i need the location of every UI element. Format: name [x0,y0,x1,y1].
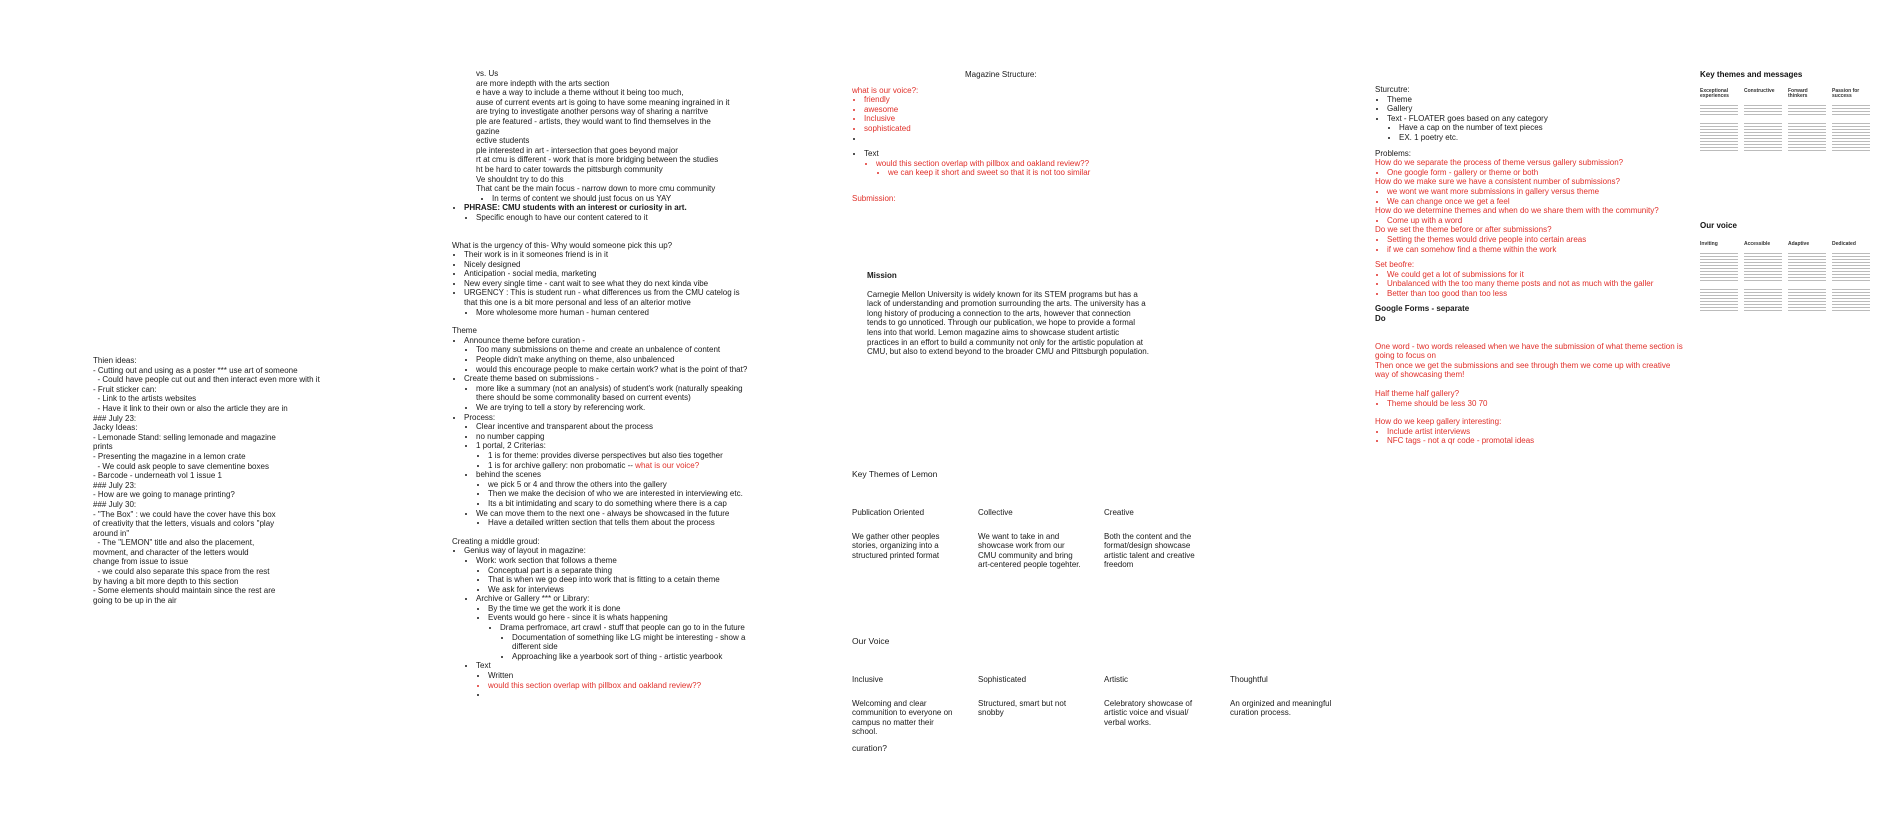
voice-grid [852,675,1336,737]
note-line: ple interested in art - intersection that goes beyond major [476,145,678,155]
list-item: • Documentation of something like LG might be interesting - show a different side [512,633,752,652]
note-line: ective students [476,136,530,146]
list-item: • Theme [1387,95,1685,105]
middle-ground-heading: Creating a middle groud: [452,536,540,546]
note-line: by having a bit more depth to this section [93,576,239,586]
key-themes-slide-thumbnail [1700,72,1882,311]
list-item: • 1 is for theme: provides diverse perspectives but also ties together [488,451,752,461]
list-item: • would this encourage people to make certain work? what is the point of that? [476,365,752,375]
voice-card-title: Sophisticated [978,675,1027,684]
note-line: - Presenting the magazine in a lemon crate [93,451,246,461]
note-line: ### July 23: [93,413,137,423]
note-line: movment, and character of the letters would [93,547,249,557]
note-line: change from issue to issue [93,557,189,567]
list-item: • would this section overlap with pillbox and oakland review?? [876,159,1172,169]
note-line: of creativity that the letters, visuals and colors "play [93,519,275,529]
list-item: • Specific enough to have our content catered to it [476,213,752,223]
note-line: - Link to the artists websites [93,394,197,404]
voice-card [1104,675,1210,737]
slide-title: Key themes and messages [1700,70,1803,79]
note-line: are trying to investigate another persons way of sharing a narritve [476,107,709,117]
list-item: • More wholesome more human - human centered [476,308,752,318]
structure-heading: Sturcutre: [1375,85,1410,94]
list-item: • People didn't make anything on theme, also unbalenced [476,355,752,365]
key-themes-grid [852,508,1210,570]
list-item: • we pick 5 or 4 and throw the others into the gallery [488,480,752,490]
list-item: • EX. 1 poetry etc. [1399,133,1685,143]
list-item: • URGENCY : This is student run - what differences us from the CMU catelog is that this one is a bit more personal and less of an alterior motive [464,288,752,307]
list-item [864,134,1172,144]
note-line: ### July 30: [93,499,137,509]
list-item: • Text [864,149,1172,159]
voice-heading: Our Voice [852,636,890,646]
list-item: • Their work is in it someones friend is in it [464,250,752,260]
list-item [488,461,752,471]
theme-card [1104,508,1210,570]
slide-voice-title-item: Accessible [1744,241,1771,247]
note-line: ple are featured - artists, they would want to find themselves in the [476,116,711,126]
list-item: • Theme should be less 30 70 [1387,399,1685,409]
list-item: • Inclusive [864,114,1172,124]
note-line: are more indepth with the arts section [476,78,610,88]
theme-card-text: We want to take in and showcase work from our CMU community and bring art-centered people togehter. [978,531,1081,570]
list-item: • Work: work section that follows a theme [476,556,752,566]
theme-card-title: Creative [1104,508,1134,517]
list-item: • Genius way of layout in magazine: [464,546,752,556]
list-item: • Create theme based on submissions - [464,374,752,384]
criteria-text: 1 is for archive gallery: non probomatic -- [488,460,636,470]
note-line: - we could also separate this space from the rest [93,567,270,577]
note-line: - Lemonade Stand: selling lemonade and magazine [93,432,276,442]
list-item: • That is when we go deep into work that is fitting to a cetain theme [488,575,752,585]
then-note: Then once we get the submissions and see through them we come up with creative way of showcasing them! [1375,360,1671,380]
problem-question: How do we separate the process of theme versus gallery submission? [1375,158,1624,168]
curation-question: curation? [852,743,887,753]
list-item: • One google form - gallery or theme or both [1387,168,1685,178]
magazine-structure-column [852,70,1172,204]
voice-card-title: Inclusive [852,675,884,684]
list-item: • Better than too good than too less [1387,289,1685,299]
list-item: • We can move them to the next one - always be showcased in the future [476,509,752,519]
list-item: • we can keep it short and sweet so that it is not too similar [888,168,1172,178]
note-line: That cant be the main focus - narrow down to more cmu community [476,184,716,194]
voice-card [1230,675,1336,737]
list-item: • Have a detailed written section that tells them about the process [488,518,752,528]
slide-column-title: Forward thinkers [1788,88,1808,99]
note-line: ause of current events art is going to have some meaning ingrained in it [476,97,730,107]
note-line: Ve shouldnt try to do this [476,174,564,184]
note-line: - "The Box" : we could have the cover have this box [93,509,276,519]
list-item: • Its a bit intimidating and scary to do something where there is a cap [488,499,752,509]
list-item: • Unbalanced with the too many theme posts and not as much with the galler [1387,279,1685,289]
theme-heading: Theme [452,326,477,336]
do-note: Do [1375,314,1386,324]
list-item: • Setting the themes would drive people into certain areas [1387,235,1685,245]
list-item: • Then we make the decision of who we are interested in interviewing etc. [488,489,752,499]
list-item: • Events would go here - since it is whats happening [488,613,752,623]
slide-voice-title-item: Adaptive [1788,241,1810,247]
phrase-statement: • PHRASE: CMU students with an interest or curiosity in art. [464,203,752,213]
list-item: • Include artist interviews [1387,427,1685,437]
list-item: • we wont we want more submissions in gallery versus theme [1387,187,1685,197]
list-item: • Drama perfromace, art crawl - stuff that people can go to in the future [500,623,752,633]
list-item: • more like a summary (not an analysis) of student's work (naturally speaking there should be some commonality based on current events) [476,384,752,403]
note-line: - Could have people cut out and then interact even more with it [93,375,320,385]
discussion-notes-column [452,69,752,700]
note-line: going to be up in the air [93,595,177,605]
mission-heading: Mission [867,271,897,280]
theme-card-text: Both the content and the format/design showcase artistic talent and creative freedom [1104,531,1195,570]
list-item: • awesome [864,105,1172,115]
list-item: • We can change once we get a feel [1387,197,1685,207]
list-item: • Approaching like a yearbook sort of thing - artistic yearbook [512,652,752,662]
voice-card-text: An orginized and meaningful curation process. [1230,698,1332,718]
theme-card [978,508,1084,570]
theme-card-text: We gather other peoples stories, organizing into a structured printed format [852,531,940,560]
note-line: - Fruit sticker can: [93,384,157,394]
note-line: vs. Us [476,69,499,78]
list-item: • By the time we get the work it is done [488,604,752,614]
problem-question: Do we set the theme before or after submissions? [1375,225,1552,235]
voice-card-text: Structured, smart but not snobby [978,698,1067,718]
list-item: • We could get a lot of submissions for it [1387,270,1685,280]
structure-title: Magazine Structure: [965,70,1037,79]
list-item: • Written [488,671,752,681]
slide-column-title: Exceptional experiences [1700,88,1729,99]
note-line: - Have it link to their own or also the article they are in [93,403,288,413]
list-item: • Too many submissions on theme and create an unbalence of content [476,345,752,355]
one-word-note: One word - two words released when we have the submission of what theme section is going to focus on [1375,341,1683,361]
note-line: e have a way to include a theme without it being too much, [476,88,684,98]
problems-heading: Problems: [1375,148,1412,158]
note-line: - Cutting out and using as a poster *** use art of someone [93,365,298,375]
list-item: • We ask for interviews [488,585,752,595]
list-item: • 1 portal, 2 Criterias: [476,441,752,451]
list-item: • Process: [464,413,752,423]
voice-question: what is our voice?: [852,85,919,95]
slide-voice-title-item: Inviting [1700,241,1718,247]
list-item: • In terms of content we should just focus on us YAY [492,194,752,204]
problem-question: How do we make sure we have a consistent number of submissions? [1375,177,1621,187]
key-themes-heading: Key Themes of Lemon [852,469,938,479]
voice-question-red: what is our voice? [635,460,700,470]
voice-card-text: Celebratory showcase of artistic voice and visual/ verbal works. [1104,698,1193,727]
list-item: • behind the scenes [476,470,752,480]
list-item: • Come up with a word [1387,216,1685,226]
slide-column-title: Passion for success [1832,88,1860,99]
problems-column [1375,85,1685,446]
ideas-notes-column [93,356,320,605]
list-item: • sophisticated [864,124,1172,134]
note-line: - We could ask people to save clementine boxes [93,461,269,471]
list-item: • Announce theme before curation - [464,336,752,346]
note-line: around in" [93,528,130,538]
theme-card-title: Publication Oriented [852,508,925,517]
list-item: • Anticipation - social media, marketing [464,269,752,279]
list-item: • no number capping [476,432,752,442]
list-item: • friendly [864,95,1172,105]
voice-card-title: Artistic [1104,675,1128,684]
list-item: • NFC tags - not a qr code - promotal ideas [1387,436,1685,446]
gallery-question: How do we keep gallery interesting: [1375,417,1502,427]
note-line: - Barcode - underneath vol 1 issue 1 [93,471,222,481]
problem-question: How do we determine themes and when do we share them with the community? [1375,206,1659,216]
list-item: • We are trying to tell a story by referencing work. [476,403,752,413]
theme-card-title: Collective [978,508,1013,517]
list-item: • would this section overlap with pillbox and oakland review?? [488,681,752,691]
list-item: • Text - FLOATER goes based on any category [1387,114,1685,124]
theme-card [852,508,958,570]
voice-card-text: Welcoming and clear communition to everyone on campus no matter their school. [852,698,953,737]
voice-card [978,675,1084,737]
note-line: prints [93,442,113,452]
list-item: • Have a cap on the number of text pieces [1399,123,1685,133]
list-item: • Conceptual part is a separate thing [488,566,752,576]
mission-text: Carnegie Mellon University is widely known for its STEM programs but has a lack of understanding and promotion surrounding the arts. The university has a long history of producing a connection to the arts, however that connection tends to go unnoticed. Through our publication, we hope to provide a formal lens into that world. Lemon magazine aims to showcase student artistic practices in an effort to build a community not only for the artistic population at CMU, but also to extend beyond to the broader CMU and Pittsburgh population. [867,289,1149,357]
urgency-question: What is the urgency of this- Why would someone pick this up? [452,240,673,250]
list-item [488,690,752,700]
submission-heading: Submission: [852,193,896,203]
note-line: - Some elements should maintain since the rest are [93,586,276,596]
note-line: ### July 23: [93,480,137,490]
note-line: rt at cmu is different - work that is more bridging between the studies [476,155,719,165]
note-line: Thien ideas: [93,356,137,365]
list-item: • Text [476,661,752,671]
slide-voice-title-item: Dedicated [1832,241,1856,247]
slide-voice-title: Our voice [1700,221,1737,230]
list-item: • Clear incentive and transparent about the process [476,422,752,432]
voice-card-title: Thoughtful [1230,675,1268,684]
mission-block [867,271,1149,357]
note-line: - The "LEMON" title and also the placement, [93,538,255,548]
half-theme-question: Half theme half gallery? [1375,389,1460,399]
note-line: gazine [476,126,500,136]
note-line: ht be hard to cater towards the pittsburgh community [476,164,663,174]
google-forms-note: Google Forms - separate [1375,304,1470,314]
list-item: • Gallery [1387,104,1685,114]
list-item: • Nicely designed [464,260,752,270]
set-before-heading: Set beofre: [1375,260,1415,270]
list-item: • if we can somehow find a theme within the work [1387,245,1685,255]
note-line: - How are we going to manage printing? [93,490,235,500]
voice-card [852,675,958,737]
slide-column-title: Constructive [1744,88,1775,94]
list-item: • Archive or Gallery *** or Library: [476,594,752,604]
note-line: Jacky Ideas: [93,423,138,433]
list-item: • New every single time - cant wait to see what they do next kinda vibe [464,279,752,289]
